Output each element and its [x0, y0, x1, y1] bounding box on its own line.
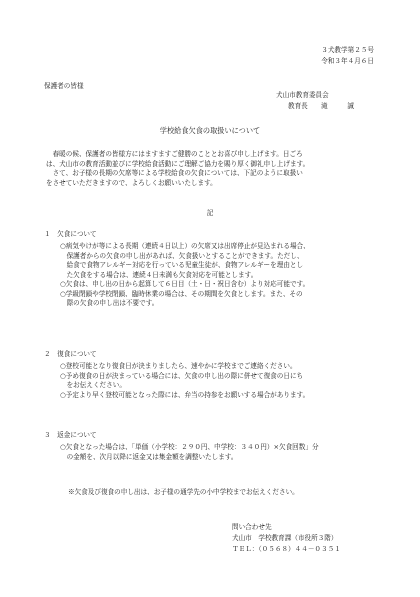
section-line: た欠食をする場合は、連続４日未満も欠食対応を可能とします。: [60, 270, 258, 279]
section-line: ○欠食となった場合は、「単価（小学校：２９０円、中学校：３４０円）×欠食回数」分: [60, 443, 319, 451]
sender-organization: 犬山市教育委員会: [276, 91, 329, 99]
document-number: ３犬教学第２５号: [321, 46, 374, 54]
intro-line: 春暖の候、保護者の皆様方にはますますご健勝のこととお喜び申し上げます。日ごろ: [46, 150, 303, 158]
section-body: [60, 443, 400, 462]
contact-phone: ＴＥＬ：（０５６８）４４－０３５１: [232, 545, 341, 553]
section-line: ○登校可能となり復食日が決まりましたら、速やかに学校までご連絡ください。: [60, 362, 297, 370]
section-line: の金額を、次月以降に返金又は集金額を調整いたします。: [60, 452, 238, 461]
section-line: ○病気やけが等による長期（連続４日以上）の欠席又は出席停止が見込まれる場合、: [60, 242, 310, 250]
section-line: をお伝えください。: [60, 381, 126, 390]
section-line: 際の欠食の申し出は不要です。: [60, 299, 159, 308]
section-heading: １ 欠食について: [44, 230, 97, 238]
section-heading: ３ 返金について: [44, 431, 97, 439]
section-line: ○予定より早く登校可能となった際には、弁当の持参をお願いする場合があります。: [60, 390, 310, 399]
closing-note: ※欠食及び復食の申し出は、お子様の通学先の小中学校までお伝えください。: [68, 488, 299, 496]
section-line: ○欠食は、申し出の日から起算して６日目（土・日・祝日含む）より対応可能です。: [60, 280, 310, 289]
section-line: 保護者からの欠食の申し出があれば、欠食扱いとすることができます。ただし、: [60, 251, 304, 260]
section-line: 給食で食物アレルギー対応を行っている児童生徒が、食物アレルギーを理由とし: [60, 261, 304, 270]
ki-heading: 記: [206, 209, 214, 217]
sender-title: 教育長 滝 誠: [288, 102, 354, 110]
section-line: ○学級閉鎖や学校閉鎖、臨時休業の場合は、その期間を欠食とします。また、その: [60, 289, 303, 298]
section-line: ○予め復食の日が決まっている場合には、欠食の申し出の際に併せて復食の日にち: [60, 371, 304, 380]
contact-department: 犬山市 学校教育課（市役所３階）: [232, 534, 338, 542]
intro-paragraph: [46, 150, 396, 188]
section-heading: ２ 復食について: [44, 350, 97, 358]
section-body: [60, 362, 400, 400]
intro-line: をさせていただきますので、よろしくお願いいたします。: [46, 178, 217, 187]
recipient: 保護者の皆様: [44, 82, 84, 90]
intro-line: は、犬山市の教育活動並びに学校給食活動にご理解ご協力を賜り厚く御礼申し上げます。: [46, 159, 310, 168]
section-body: [60, 242, 400, 309]
issue-date: 令和３年４月６日: [321, 57, 374, 65]
intro-line: さて、お子様の長期の欠席等による学校給食の欠食については、下記のように取扱い: [46, 169, 303, 178]
page-title: 学校給食欠食の取扱いについて: [159, 126, 261, 135]
contact-label: 問い合わせ先: [232, 523, 272, 531]
